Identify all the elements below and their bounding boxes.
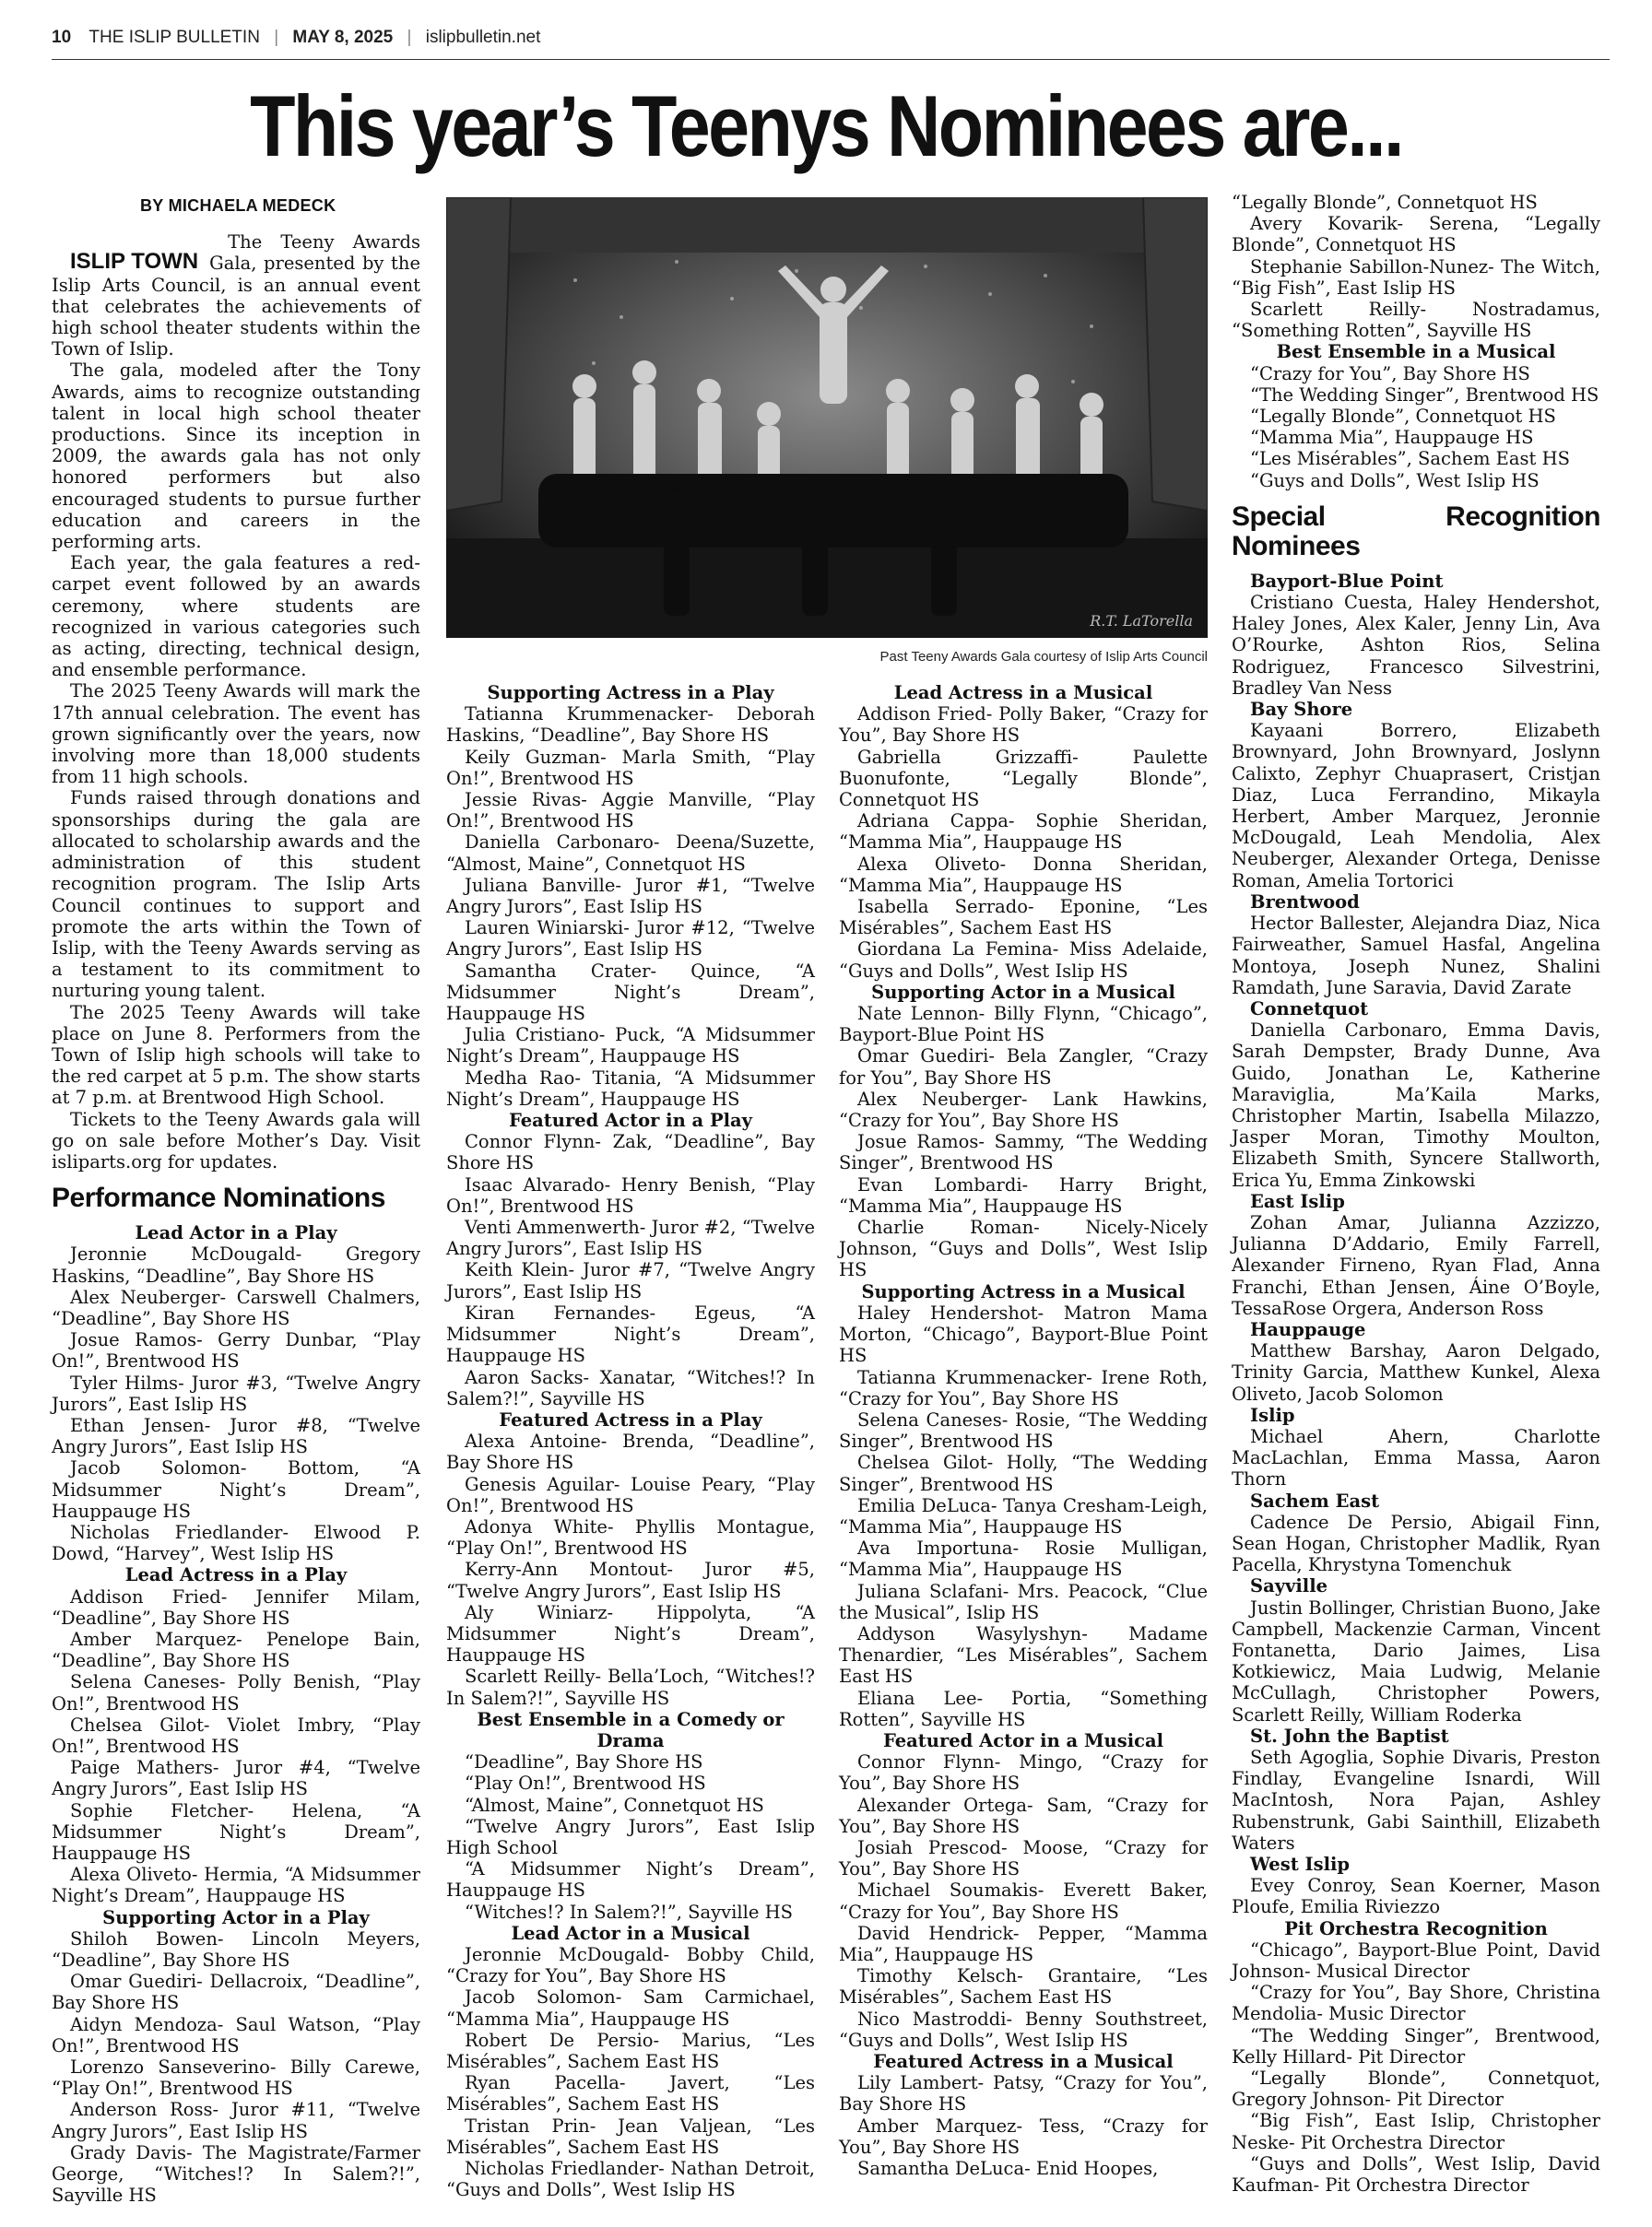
nominee-entry: Selena Caneses- Rosie, “The Wedding Singer”, Brentwood HS: [839, 1408, 1208, 1453]
nominee-entry: Alexa Oliveto- Hermia, “A Midsummer Night’s Dream”, Hauppauge HS: [52, 1864, 420, 1907]
pit-entry: “Big Fish”, East Islip, Christopher Neske- Pit Orchestra Director: [1232, 2110, 1600, 2153]
article-paragraph: Each year, the gala features a red-carpet event followed by an awards ceremony, where students are recognized in various categories such as acting, directing, technical design, and ensemble performance.: [52, 552, 420, 681]
nominations-column-3: [839, 682, 1208, 2179]
nominee-entry: Addison Fried- Polly Baker, “Crazy for You”, Bay Shore HS: [839, 703, 1208, 747]
article-paragraph: ISLIP TOWN The Teeny Awards Gala, presented by the Islip Arts Council, is an annual event that celebrates the achievements of high school theater students within the Town of Islip.: [52, 231, 420, 360]
nominee-entry: Jacob Solomon- Sam Carmichael, “Mamma Mia”, Hauppauge HS: [446, 1986, 815, 2030]
nominee-entry: Paige Mathers- Juror #4, “Twelve Angry Jurors”, East Islip HS: [52, 1757, 420, 1800]
school-nominees: Evey Conroy, Sean Koerner, Mason Ploufe, Emilia Riviezzo: [1232, 1875, 1600, 1918]
school-nominees: Seth Agoglia, Sophie Divaris, Preston Findlay, Evangeline Isnardi, Will MacIntosh, Nora Pajan, Ashley Rubenstrunk, Gabi Sainthill, Elizabeth Waters: [1232, 1747, 1600, 1854]
header-divider: |: [274, 28, 279, 47]
pit-orchestra-list: [1232, 1939, 1600, 2196]
category-heading: Supporting Actor in a Musical: [871, 981, 1175, 1003]
school-nominees: Justin Bollinger, Christian Buono, Jake Campbell, Mackenzie Carman, Vincent Fontanetta, Dario Jaimes, Lisa Kotkiewicz, Maia Ludwig, Melanie McCullagh, Christopher Powers, Scarlett Reilly, William Roderka: [1232, 1597, 1600, 1726]
nominee-entry: Venti Ammenwerth- Juror #2, “Twelve Angry Jurors”, East Islip HS: [446, 1217, 815, 1260]
nominee-entry: Scarlett Reilly- Bella’Loch, “Witches!? In Salem?!”, Sayville HS: [446, 1666, 815, 1709]
nominee-entry: Emilia DeLuca- Tanya Cresham-Leigh, “Mamma Mia”, Hauppauge HS: [839, 1494, 1208, 1538]
nominee-entry: Alexander Ortega- Sam, “Crazy for You”, Bay Shore HS: [839, 1794, 1208, 1837]
category-heading: Featured Actress in a Play: [499, 1408, 762, 1431]
nominee-entry: Keily Guzman- Marla Smith, “Play On!”, Brentwood HS: [446, 746, 815, 789]
nominee-entry: Selena Caneses- Polly Benish, “Play On!”, Brentwood HS: [52, 1671, 420, 1714]
nominations-column-4: [1232, 192, 1600, 2196]
nominee-entry: Chelsea Gilot- Holly, “The Wedding Singer”, Brentwood HS: [839, 1452, 1208, 1495]
nominee-entry: “The Wedding Singer”, Brentwood HS: [1250, 383, 1599, 406]
nominee-entry: Robert De Persio- Marius, “Les Misérables”, Sachem East HS: [446, 2029, 815, 2072]
nominee-entry: Omar Guediri- Dellacroix, “Deadline”, Bay Shore HS: [52, 1971, 420, 2014]
article-paragraph: The 2025 Teeny Awards will mark the 17th annual celebration. The event has grown significantly over the years, now involving more than 18,000 students from 11 high schools.: [52, 680, 420, 788]
nominee-entry: Evan Lombardi- Harry Bright, “Mamma Mia”, Hauppauge HS: [839, 1173, 1208, 1217]
nominee-entry: Shiloh Bowen- Lincoln Meyers, “Deadline”, Bay Shore HS: [52, 1927, 420, 1972]
nominee-entry: Aidyn Mendoza- Saul Watson, “Play On!”, Brentwood HS: [52, 2013, 420, 2056]
nominee-entry: Ethan Jensen- Juror #8, “Twelve Angry Jurors”, East Islip HS: [52, 1414, 420, 1458]
pit-entry: “Crazy for You”, Bay Shore, Christina Mendolia- Music Director: [1232, 1982, 1600, 2025]
school-name: St. John the Baptist: [1250, 1725, 1449, 1747]
nominee-entry: Juliana Sclafani- Mrs. Peacock, “Clue the Musical”, Islip HS: [839, 1580, 1208, 1623]
nominee-entry: Chelsea Gilot- Violet Imbry, “Play On!”, Brentwood HS: [52, 1714, 420, 1758]
pit-orchestra-heading: Pit Orchestra Recognition: [1284, 1917, 1548, 1939]
nominee-entry: Jessie Rivas- Aggie Manville, “Play On!”, Brentwood HS: [446, 789, 815, 832]
stage-photo-illustration: [446, 197, 1208, 638]
school-name: Islip: [1250, 1404, 1295, 1426]
nominee-entry: Josue Ramos- Gerry Dunbar, “Play On!”, Brentwood HS: [52, 1329, 420, 1373]
category-heading: Featured Actor in a Play: [508, 1110, 753, 1132]
pit-entry: “The Wedding Singer”, Brentwood, Kelly Hillard- Pit Director: [1232, 2024, 1600, 2068]
school-nominees: Cristiano Cuesta, Haley Hendershot, Haley Jones, Alex Kaler, Jenny Lin, Ava O’Rourke, Ashton Rios, Selina Rodriguez, Francesco Silvestrini, Bradley Van Ness: [1232, 592, 1600, 699]
nominee-entry: Isaac Alvarado- Henry Benish, “Play On!”, Brentwood HS: [446, 1173, 815, 1217]
nominee-entry: Anderson Ross- Juror #11, “Twelve Angry Jurors”, East Islip HS: [52, 2099, 420, 2142]
nominee-entry: Lorenzo Sanseverino- Billy Carewe, “Play On!”, Brentwood HS: [52, 2056, 420, 2100]
nominee-entry: Omar Guediri- Bela Zangler, “Crazy for You”, Bay Shore HS: [839, 1045, 1208, 1089]
nominee-entry: Haley Hendershot- Matron Mama Morton, “Chicago”, Bayport-Blue Point HS: [839, 1302, 1208, 1367]
publication-name: THE ISLIP BULLETIN: [88, 28, 260, 47]
nominee-entry: “Almost, Maine”, Connetquot HS: [465, 1794, 764, 1816]
category-heading: Best Ensemble in a Comedy or Drama: [477, 1708, 785, 1751]
nominee-entry: Alex Neuberger- Carswell Chalmers, “Deadline”, Bay Shore HS: [52, 1286, 420, 1329]
nominee-entry: Eliana Lee- Portia, “Something Rotten”, Sayville HS: [839, 1687, 1208, 1730]
nominations-column-2: [446, 682, 815, 2200]
nominee-entry: Adonya White- Phyllis Montague, “Play On!”, Brentwood HS: [446, 1515, 815, 1560]
nominations-column-1: [52, 1222, 420, 2206]
nominee-entry: Nate Lennon- Billy Flynn, “Chicago”, Bayport-Blue Point HS: [839, 1003, 1208, 1046]
nominee-entry: “Legally Blonde”, Connetquot HS: [1232, 192, 1538, 213]
nominee-entry: “Mamma Mia”, Hauppauge HS: [1250, 427, 1534, 449]
issue-date: MAY 8, 2025: [292, 28, 394, 47]
nominee-entry: Ryan Pacella- Javert, “Les Misérables”, Sachem East HS: [446, 2072, 815, 2115]
nominee-entry: Keith Klein- Juror #7, “Twelve Angry Jurors”, East Islip HS: [446, 1259, 815, 1302]
nominee-entry: Timothy Kelsch- Grantaire, “Les Misérables”, Sachem East HS: [839, 1965, 1208, 2009]
category-heading: Supporting Actor in a Play: [102, 1906, 370, 1928]
performance-heading: Performance Nominations: [52, 1183, 385, 1214]
pit-entry: “Chicago”, Bayport-Blue Point, David Johnson- Musical Director: [1232, 1938, 1600, 1983]
school-nominees: Zohan Amar, Julianna Azzizzo, Julianna D’Addario, Emily Farrell, Alexander Firneno, Ryan Flad, Anna Franchi, Ethan Jensen, Áine O’Boyle, TessaRose Orgera, Anderson Ross: [1232, 1211, 1600, 1319]
nominee-entry: “Legally Blonde”, Connetquot HS: [1250, 406, 1556, 428]
nominee-entry: Josue Ramos- Sammy, “The Wedding Singer”, Brentwood HS: [839, 1131, 1208, 1174]
article-paragraph: Funds raised through donations and sponsorships during the gala are allocated to scholarship awards and the administration of this student recognition program. The Islip Arts Council continues to support and promote the arts within the Town of Islip, with the Teeny Awards serving as a testament to its commitment to nurturing young talent.: [52, 787, 420, 1002]
nominee-entry: Avery Kovarik- Serena, “Legally Blonde”, Connetquot HS: [1232, 213, 1600, 256]
article-column-1: [52, 195, 420, 2206]
nominee-entry: “Play On!”, Brentwood HS: [465, 1773, 706, 1795]
article-paragraph: Tickets to the Teeny Awards gala will go on sale before Mother’s Day. Visit isliparts.org for updates.: [52, 1108, 420, 1172]
nominee-entry: Kerry-Ann Montout- Juror #5, “Twelve Angry Jurors”, East Islip HS: [446, 1559, 815, 1602]
nominee-entry: Samantha DeLuca- Enid Hoopes,: [857, 2158, 1159, 2180]
byline: BY MICHAELA MEDECK: [140, 196, 336, 215]
headline: This year’s Teenys Nominees are...: [250, 77, 1402, 174]
nominee-entry: Sophie Fletcher- Helena, “A Midsummer Night’s Dream”, Hauppauge HS: [52, 1799, 420, 1865]
nominee-entry: Charlie Roman- Nicely-Nicely Johnson, “Guys and Dolls”, West Islip HS: [839, 1217, 1208, 1281]
category-heading: Lead Actor in a Musical: [511, 1922, 750, 1944]
nominee-entry: Medha Rao- Titania, “A Midsummer Night’s Dream”, Hauppauge HS: [446, 1066, 815, 1110]
article-paragraph: The gala, modeled after the Tony Awards, aims to recognize outstanding talent in local high school theater productions. Since its inception in 2009, the awards gala has not only honored performers but also encouraged students to pursue further education and careers in the performing arts.: [52, 359, 420, 553]
nominee-entry: Jeronnie McDougald- Bobby Child, “Crazy for You”, Bay Shore HS: [446, 1943, 815, 1987]
nominee-entry: Jeronnie McDougald- Gregory Haskins, “Deadline”, Bay Shore HS: [52, 1243, 420, 1287]
nominee-entry: “Twelve Angry Jurors”, East Islip High School: [446, 1815, 815, 1858]
school-name: Hauppauge: [1250, 1318, 1366, 1340]
nominee-entry: Tatianna Krummenacker- Deborah Haskins, “Deadline”, Bay Shore HS: [446, 703, 815, 747]
category-heading: Featured Actor in a Musical: [882, 1729, 1164, 1751]
nominee-entry: Ava Importuna- Rosie Mulligan, “Mamma Mia”, Hauppauge HS: [839, 1538, 1208, 1581]
photo-caption: Past Teeny Awards Gala courtesy of Islip Arts Council: [879, 649, 1208, 665]
nominee-entry: Lily Lambert- Patsy, “Crazy for You”, Bay Shore HS: [839, 2072, 1208, 2115]
nominee-entry: Tatianna Krummenacker- Irene Roth, “Crazy for You”, Bay Shore HS: [839, 1366, 1208, 1409]
nominee-entry: Amber Marquez- Penelope Bain, “Deadline”, Bay Shore HS: [52, 1629, 420, 1672]
school-nominees: Michael Ahern, Charlotte MacLachlan, Emma Massa, Aaron Thorn: [1232, 1425, 1600, 1491]
nominee-entry: Lauren Winiarski- Juror #12, “Twelve Angry Jurors”, East Islip HS: [446, 917, 815, 960]
article-paragraph: The 2025 Teeny Awards will take place on June 8. Performers from the Town of Islip high schools will take to the red carpet at 5 p.m. The show starts at 7 p.m. at Brentwood High School.: [52, 1001, 420, 1109]
photo-watermark: R.T. LaTorella: [1090, 612, 1193, 630]
nominee-entry: Gabriella Grizzaffi- Paulette Buonufonte, “Legally Blonde”, Connetquot HS: [839, 746, 1208, 811]
category-heading: Lead Actress in a Musical: [893, 682, 1153, 703]
school-nominees: Kayaani Borrero, Elizabeth Brownyard, John Brownyard, Joslynn Calixto, Zephyr Chuaprasert, Cristjan Diaz, Luca Ferrandino, Mikayla Herbert, Amber Marquez, Jeronnie McDougald, Leah Mendolia, Alex Neuberger, Alexander Ortega, Denisse Roman, Amelia Tortorici: [1232, 720, 1600, 891]
nominee-entry: Grady Davis- The Magistrate/Farmer George, “Witches!? In Salem?!”, Sayville HS: [52, 2141, 420, 2207]
continued-entries: [1232, 192, 1600, 341]
school-name: Brentwood: [1250, 890, 1360, 913]
nominee-entry: Alex Neuberger- Lank Hawkins, “Crazy for You”, Bay Shore HS: [839, 1088, 1208, 1132]
gala-photo: [446, 197, 1208, 638]
nominee-entry: Alexa Oliveto- Donna Sheridan, “Mamma Mia”, Hauppauge HS: [839, 853, 1208, 896]
nominee-entry: Addyson Wasylyshyn- Madame Thenardier, “Les Misérables”, Sachem East HS: [839, 1622, 1208, 1688]
school-name: West Islip: [1250, 1854, 1351, 1876]
pit-entry: “Guys and Dolls”, West Islip, David Kaufman- Pit Orchestra Director: [1232, 2152, 1600, 2197]
category-heading: Supporting Actress in a Play: [487, 682, 774, 703]
nominee-entry: Connor Flynn- Mingo, “Crazy for You”, Bay Shore HS: [839, 1751, 1208, 1795]
nominee-entry: Genesis Aguilar- Louise Peary, “Play On!”, Brentwood HS: [446, 1473, 815, 1516]
nominee-entry: Stephanie Sabillon-Nunez- The Witch, “Big Fish”, East Islip HS: [1232, 255, 1600, 299]
header-divider: |: [407, 28, 412, 47]
school-name: Bayport-Blue Point: [1250, 570, 1444, 592]
school-name: Sayville: [1250, 1575, 1328, 1597]
nominee-entry: Tristan Prin- Jean Valjean, “Les Misérables”, Sachem East HS: [446, 2115, 815, 2158]
school-name: Sachem East: [1250, 1490, 1380, 1512]
nominee-entry: “Deadline”, Bay Shore HS: [465, 1751, 703, 1773]
category-heading: Best Ensemble in a Musical: [1276, 341, 1556, 363]
nominee-entry: “A Midsummer Night’s Dream”, Hauppauge HS: [446, 1858, 815, 1902]
nominee-entry: Connor Flynn- Zak, “Deadline”, Bay Shore HS: [446, 1131, 815, 1174]
nominee-entry: Kiran Fernandes- Egeus, “A Midsummer Night’s Dream”, Hauppauge HS: [446, 1302, 815, 1367]
nominee-entry: Jacob Solomon- Bottom, “A Midsummer Night’s Dream”, Hauppauge HS: [52, 1457, 420, 1522]
nominee-entry: David Hendrick- Pepper, “Mamma Mia”, Hauppauge HS: [839, 1922, 1208, 1965]
nominee-entry: Daniella Carbonaro- Deena/Suzette, “Almost, Maine”, Connetquot HS: [446, 831, 815, 875]
nominee-entry: “Les Misérables”, Sachem East HS: [1250, 448, 1570, 470]
nominee-entry: Amber Marquez- Tess, “Crazy for You”, Bay Shore HS: [839, 2115, 1208, 2158]
nominee-entry: Adriana Cappa- Sophie Sheridan, “Mamma Mia”, Hauppauge HS: [839, 810, 1208, 854]
nominee-entry: Josiah Prescod- Moose, “Crazy for You”, Bay Shore HS: [839, 1836, 1208, 1880]
nominee-entry: Scarlett Reilly- Nostradamus, “Something Rotten”, Sayville HS: [1232, 299, 1600, 342]
category-heading: Lead Actor in a Play: [135, 1222, 337, 1244]
school-nominees: Hector Ballester, Alejandra Diaz, Nica Fairweather, Samuel Hasfal, Angelina Montoya, Joseph Nunez, Shalini Ramdath, June Saravia, David Zarate: [1232, 913, 1600, 998]
category-heading: Supporting Actress in a Musical: [861, 1280, 1186, 1302]
nominee-entry: Aaron Sacks- Xanatar, “Witches!? In Salem?!”, Sayville HS: [446, 1366, 815, 1409]
school-nominees: Daniella Carbonaro, Emma Davis, Sarah Dempster, Brady Dunne, Ava Guido, Jonathan Le, Katherine Maraviglia, Ma’Kaila Marks, Christopher Martin, Isabella Milazzo, Jasper Moran, Timothy Moulton, Elizabeth Smith, Syncere Stallworth, Erica Yu, Emma Zinkowski: [1232, 1019, 1600, 1191]
school-name: East Islip: [1250, 1190, 1345, 1212]
nominee-entry: Aly Winiarz- Hippolyta, “A Midsummer Night’s Dream”, Hauppauge HS: [446, 1601, 815, 1667]
dateline: ISLIP TOWN: [70, 249, 199, 275]
nominee-entry: Michael Soumakis- Everett Baker, “Crazy for You”, Bay Shore HS: [839, 1879, 1208, 1923]
page-header: [52, 28, 1610, 60]
nominee-entry: Alexa Antoine- Brenda, “Deadline”, Bay Shore HS: [446, 1431, 815, 1474]
website-link[interactable]: islipbulletin.net: [425, 28, 541, 47]
nominee-entry: “Crazy for You”, Bay Shore HS: [1250, 362, 1530, 384]
article-body: [52, 231, 420, 1172]
nominee-entry: Nico Mastroddi- Benny Southstreet, “Guys and Dolls”, West Islip HS: [839, 2008, 1208, 2051]
nominee-entry: Tyler Hilms- Juror #3, “Twelve Angry Jurors”, East Islip HS: [52, 1372, 420, 1415]
nominee-entry: Nicholas Friedlander- Nathan Detroit, “Guys and Dolls”, West Islip HS: [446, 2158, 815, 2201]
special-recognition-list: [1232, 571, 1600, 1918]
school-name: Bay Shore: [1250, 699, 1353, 721]
pit-entry: “Legally Blonde”, Connetquot, Gregory Johnson- Pit Director: [1232, 2068, 1600, 2111]
school-nominees: Cadence De Persio, Abigail Finn, Sean Hogan, Christopher Madlik, Ryan Pacella, Khrystyna Tomenchuk: [1232, 1511, 1600, 1576]
school-nominees: Matthew Barshay, Aaron Delgado, Trinity Garcia, Matthew Kunkel, Alexa Oliveto, Jacob Solomon: [1232, 1340, 1600, 1405]
page-number: 10: [52, 28, 72, 47]
nominee-entry: Nicholas Friedlander- Elwood P. Dowd, “Harvey”, West Islip HS: [52, 1521, 420, 1565]
nominee-entry: Juliana Banville- Juror #1, “Twelve Angry Jurors”, East Islip HS: [446, 874, 815, 918]
nominee-entry: Samantha Crater- Quince, “A Midsummer Night’s Dream”, Hauppauge HS: [446, 960, 815, 1025]
nominee-entry: Julia Cristiano- Puck, “A Midsummer Night’s Dream”, Hauppauge HS: [446, 1024, 815, 1067]
nominee-entry: “Witches!? In Salem?!”, Sayville HS: [465, 1901, 793, 1923]
category-heading: Featured Actress in a Musical: [873, 2051, 1174, 2072]
ensemble-musical-section: [1232, 341, 1600, 490]
nominee-entry: Isabella Serrado- Eponine, “Les Misérables”, Sachem East HS: [839, 896, 1208, 939]
school-name: Connetquot: [1250, 997, 1369, 1019]
nominee-entry: “Guys and Dolls”, West Islip HS: [1250, 469, 1540, 491]
special-recognition-heading: Special Recognition Nominees: [1232, 501, 1600, 561]
nominee-entry: Addison Fried- Jennifer Milam, “Deadline”, Bay Shore HS: [52, 1585, 420, 1629]
category-heading: Lead Actress in a Play: [124, 1564, 348, 1586]
nominee-entry: Giordana La Femina- Miss Adelaide, “Guys and Dolls”, West Islip HS: [839, 938, 1208, 982]
